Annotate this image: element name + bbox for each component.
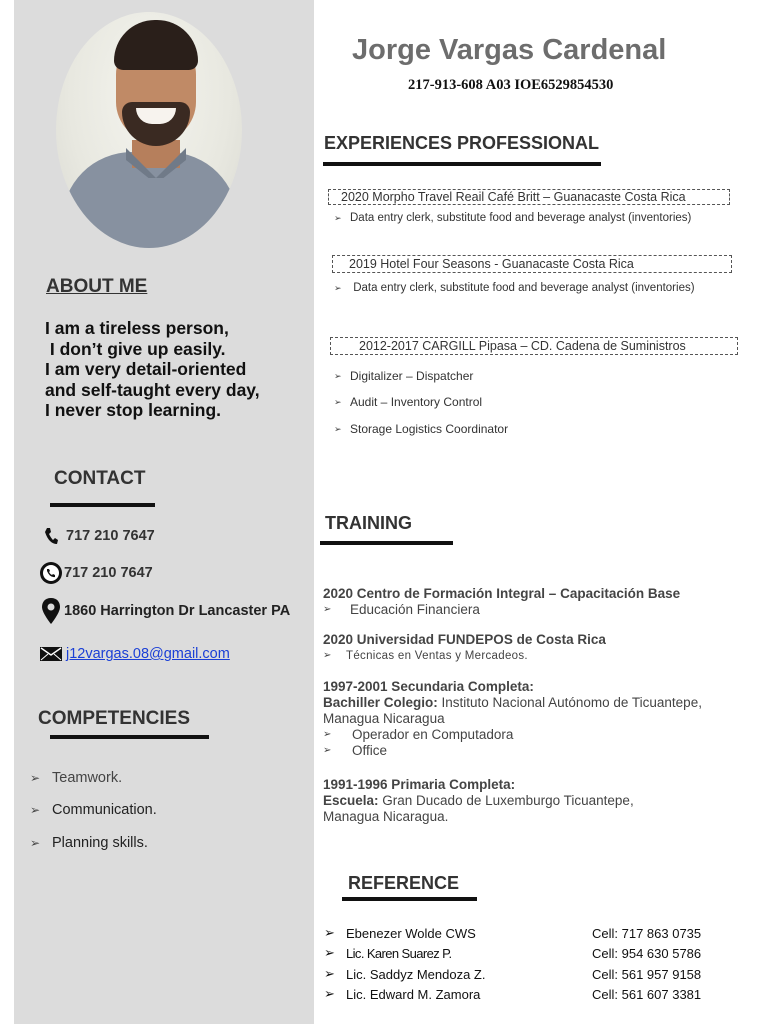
arrow-bullet-icon: ➢ [324,925,335,940]
reference-name: Lic. Edward M. Zamora [346,986,481,1002]
training-entry-heading: 1991-1996 Primaria Completa: [323,777,516,792]
reference-name: Lic. Karen Suarez P. [346,945,452,961]
profile-photo [56,12,242,248]
experience-divider [323,162,601,166]
reference-row [324,966,724,982]
arrow-bullet-icon: ➢ [323,604,332,615]
contact-divider [50,503,155,507]
competency-item [30,802,157,818]
email-row [38,646,230,662]
whatsapp-icon [38,561,64,585]
contact-heading: CONTACT [54,468,146,489]
arrow-bullet-icon: ➢ [334,282,342,293]
training-item [323,648,606,664]
training-entry [323,777,634,825]
arrow-bullet-icon: ➢ [323,729,332,740]
address-text: 1860 Harrington Dr Lancaster PA [64,603,291,619]
reference-phone: Cell: 561 957 9158 [592,966,702,982]
reference-phone: Cell: 561 607 3381 [592,986,702,1002]
job-heading: 2020 Morpho Travel Reail Café Britt – Guanacaste Costa Rica [328,189,730,205]
training-detail-text: Instituto Nacional Autónomo de Ticuantepe, [437,695,702,710]
competency-item [30,835,148,851]
about-line: and self-taught every day, [45,379,260,400]
reference-phone: Cell: 717 863 0735 [592,925,702,941]
job-heading: 2012-2017 CARGILL Pipasa – CD. Cadena de Suministros [330,337,738,355]
competency-label: Teamwork. [52,770,123,786]
job-duty [334,422,508,436]
reference-row [324,925,724,941]
competency-item [30,770,122,786]
reference-row [324,945,724,961]
training-detail-label: Escuela: [323,793,379,808]
arrow-bullet-icon: ➢ [334,396,342,407]
whatsapp-row [38,561,153,585]
arrow-bullet-icon: ➢ [324,986,335,1001]
reference-heading: REFERENCE [348,873,460,893]
job-duty [334,369,473,383]
competency-label: Planning skills. [52,835,148,851]
experience-heading: EXPERIENCES PROFESSIONAL [324,133,600,153]
training-item-text: Técnicas en Ventas y Mercadeos. [346,650,528,662]
about-line: I am very detail-oriented [45,359,247,379]
job-duty [334,212,691,224]
training-detail [323,793,634,809]
training-entry-heading: 2020 Centro de Formación Integral – Capacitación Base [323,586,681,601]
competencies-heading: COMPETENCIES [38,708,191,729]
training-item-text: Office [352,743,388,758]
email-link[interactable]: j12vargas.08@gmail.com [66,646,230,662]
arrow-bullet-icon: ➢ [334,370,342,381]
duty-text: Audit – Inventory Control [350,395,483,409]
reference-divider [342,897,477,901]
training-detail [323,695,702,711]
training-entry [323,632,606,664]
about-line: I am a tireless person, [45,318,229,338]
about-line: I never stop learning. [45,400,222,420]
duty-text: Data entry clerk, substitute food and beverage analyst (inventories) [350,212,692,224]
training-heading: TRAINING [325,513,412,533]
phone-icon [38,527,64,545]
training-entry [323,679,702,759]
whatsapp-number: 717 210 7647 [64,565,153,581]
training-item [323,602,680,618]
about-text [45,318,305,421]
reference-name: Ebenezer Wolde CWS [346,925,476,941]
job-duty [334,395,482,409]
arrow-bullet-icon: ➢ [334,212,342,223]
about-line: I don’t give up easily. [45,338,226,359]
arrow-bullet-icon: ➢ [323,745,332,756]
location-pin-icon [38,598,64,624]
phone-number: 717 210 7647 [66,528,155,544]
arrow-bullet-icon: ➢ [30,771,41,785]
job-duty [334,282,695,294]
competencies-divider [50,735,209,739]
arrow-bullet-icon: ➢ [30,836,41,850]
duty-text: Data entry clerk, substitute food and beverage analyst (inventories) [350,282,695,294]
id-line: 217-913-608 A03 IOE6529854530 [408,77,614,93]
training-detail-line: Managua Nicaragua. [323,809,449,824]
arrow-bullet-icon: ➢ [334,423,342,434]
duty-text: Storage Logistics Coordinator [350,422,509,436]
training-item [323,727,702,743]
arrow-bullet-icon: ➢ [324,945,335,960]
training-entry [323,586,680,618]
about-heading: ABOUT ME [46,276,148,297]
phone-row [38,527,155,545]
arrow-bullet-icon: ➢ [30,803,41,817]
address-row [38,598,64,624]
arrow-bullet-icon: ➢ [324,966,335,981]
reference-row [324,986,724,1002]
reference-name: Lic. Saddyz Mendoza Z. [346,966,486,982]
training-entry-heading: 1997-2001 Secundaria Completa: [323,679,534,694]
training-item-text: Educación Financiera [350,602,480,617]
arrow-bullet-icon: ➢ [323,650,332,661]
training-detail-text: Gran Ducado de Luxemburgo Ticuantepe, [378,793,634,808]
training-item-text: Operador en Computadora [352,727,514,742]
job-heading: 2019 Hotel Four Seasons - Guanacaste Costa Rica [332,255,732,273]
full-name: Jorge Vargas Cardenal [352,34,667,66]
training-divider [320,541,453,545]
training-entry-heading: 2020 Universidad FUNDEPOS de Costa Rica [323,632,606,647]
training-item [323,743,702,759]
envelope-icon [38,647,64,661]
duty-text: Digitalizer – Dispatcher [350,369,474,383]
training-detail-label: Bachiller Colegio: [323,695,438,710]
competency-label: Communication. [52,802,157,818]
training-detail-line: Managua Nicaragua [323,711,445,726]
reference-phone: Cell: 954 630 5786 [592,945,702,961]
